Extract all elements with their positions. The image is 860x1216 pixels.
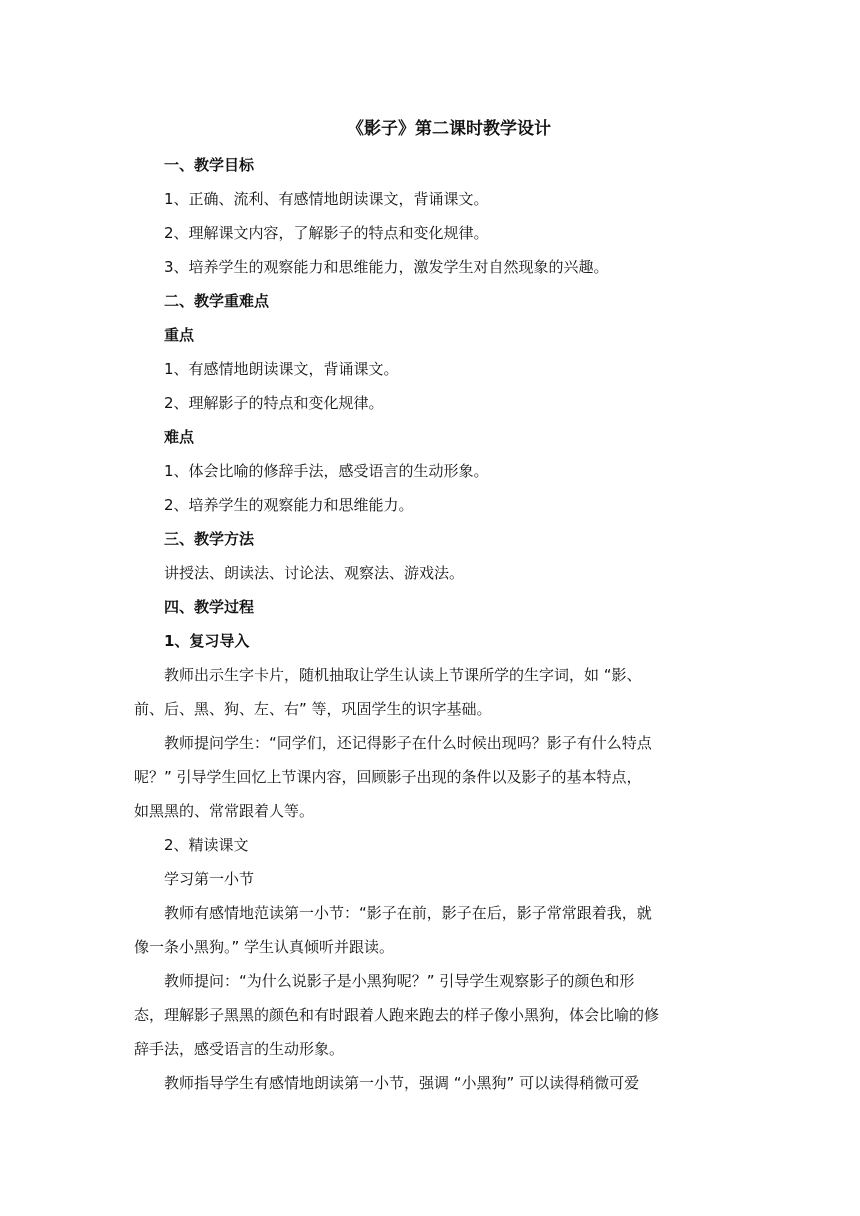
paragraph-line: 呢？” 引导学生回忆上节课内容，回顾影子出现的条件以及影子的基本特点， (134, 768, 642, 786)
step2-subheading: 学习第一小节 (164, 870, 255, 888)
step2-paragraph-3 (164, 1066, 734, 1100)
key-item-1: 1、有感情地朗读课文，背诵课文。 (164, 360, 399, 378)
heading-methods: 三、教学方法 (164, 530, 255, 548)
paragraph-line: 像一条小黑狗。” 学生认真倾听并跟读。 (134, 938, 395, 956)
paragraph-line: 前、后、黑、狗、左、右” 等，巩固学生的识字基础。 (134, 700, 492, 718)
document-title: 《影子》第二课时教学设计 (347, 119, 551, 139)
subheading-difficult: 难点 (164, 428, 195, 446)
heading-process: 四、教学过程 (164, 598, 255, 616)
paragraph-line: 教师提问：“为什么说影子是小黑狗呢？” 引导学生观察影子的颜色和形 (164, 972, 635, 990)
difficult-item-2: 2、培养学生的观察能力和思维能力。 (164, 496, 414, 514)
heading-key-difficult: 二、教学重难点 (164, 292, 270, 310)
goal-item-1: 1、正确、流利、有感情地朗读课文，背诵课文。 (164, 190, 489, 208)
paragraph-line: 教师提问学生：“同学们，还记得影子在什么时候出现吗？影子有什么特点 (164, 734, 652, 752)
key-item-2: 2、理解影子的特点和变化规律。 (164, 394, 384, 412)
step2-paragraph-1 (134, 896, 734, 964)
step2-heading: 2、精读课文 (164, 836, 249, 854)
paragraph-line: 如黑黑的、常常跟着人等。 (134, 802, 315, 820)
goal-item-3: 3、培养学生的观察能力和思维能力，激发学生对自然现象的兴趣。 (164, 258, 609, 276)
paragraph-line: 教师出示生字卡片，随机抽取让学生认读上节课所学的生字词，如 “影、 (164, 666, 642, 684)
methods-text: 讲授法、朗读法、讨论法、观察法、游戏法。 (164, 564, 465, 582)
goal-item-2: 2、理解课文内容，了解影子的特点和变化规律。 (164, 224, 489, 242)
document-body (134, 112, 734, 1100)
paragraph-line: 教师有感情地范读第一小节：“影子在前，影子在后，影子常常跟着我，就 (164, 904, 652, 922)
paragraph-line: 辞手法，感受语言的生动形象。 (134, 1040, 345, 1058)
paragraph-line: 态，理解影子黑黑的颜色和有时跟着人跑来跑去的样子像小黑狗，体会比喻的修 (134, 1006, 660, 1024)
step1-paragraph-1 (134, 658, 734, 726)
step1-paragraph-2 (134, 726, 734, 828)
difficult-item-1: 1、体会比喻的修辞手法，感受语言的生动形象。 (164, 462, 489, 480)
subheading-key: 重点 (164, 326, 195, 344)
step2-paragraph-2 (134, 964, 734, 1066)
step1-heading: 1、复习导入 (164, 632, 250, 650)
paragraph-line: 教师指导学生有感情地朗读第一小节，强调 “小黑狗” 可以读得稍微可爱 (164, 1074, 640, 1092)
heading-goals: 一、教学目标 (164, 156, 255, 174)
